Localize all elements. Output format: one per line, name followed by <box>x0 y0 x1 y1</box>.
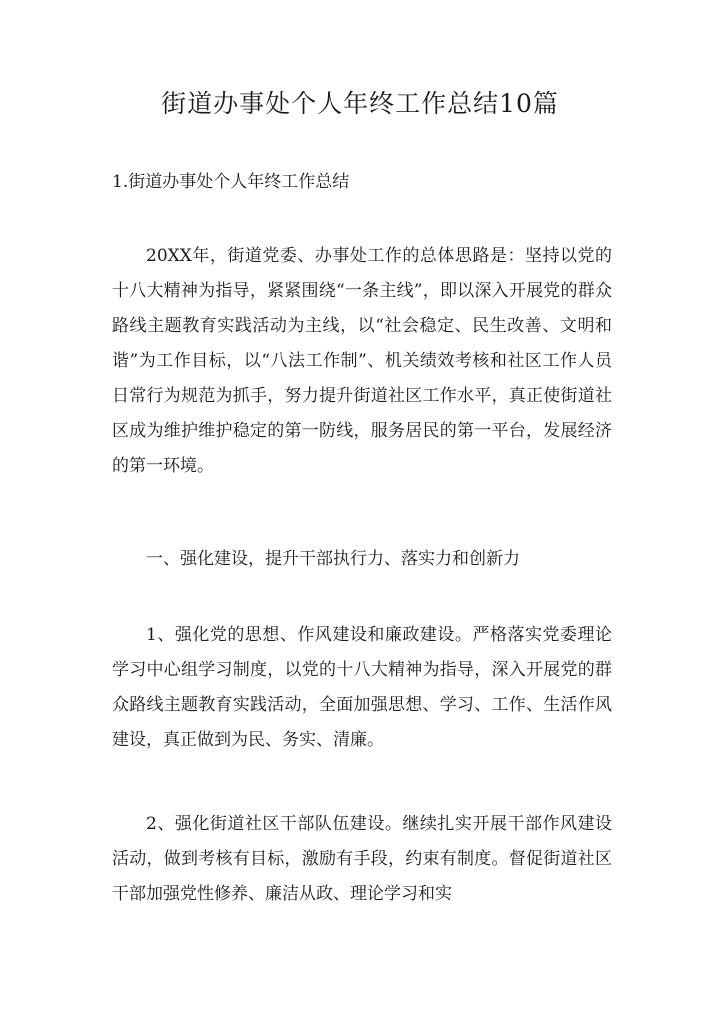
paragraph-item-2: 2、强化街道社区干部队伍建设。继续扎实开展干部作风建设活动，做到考核有目标，激励有手段，约束有制度。督促街道社区干部加强党性修养、廉洁从政、理论学习和实 <box>112 814 612 904</box>
section-heading-1: 一、强化建设，提升干部执行力、落实力和创新力 <box>146 549 520 569</box>
section-title: 1.街道办事处个人年终工作总结 <box>112 172 350 192</box>
paragraph-intro: 20XX年，街道党委、办事处工作的总体思路是：坚持以党的十八大精神为指导，紧紧围绕“一条主线”，即以深入开展党的群众路线主题教育实践活动为主线，以“社会稳定、民生改善、文明和谐”为工作目标，以“八法工作制”、机关绩效考核和社区工作人员日常行为规范为抓手，努力提升街道社区工作水平，真正使街道社区成为维护维护稳定的第一防线，服务居民的第一平台，发展经济的第一环境。 <box>112 246 612 476</box>
document-title: 街道办事处个人年终工作总结10篇 <box>161 89 559 118</box>
paragraph-item-1: 1、强化党的思想、作风建设和廉政建设。严格落实党委理论学习中心组学习制度，以党的十八大精神为指导，深入开展党的群众路线主题教育实践活动，全面加强思想、学习、工作、生活作风建设，真正做到为民、务实、清廉。 <box>112 625 612 750</box>
